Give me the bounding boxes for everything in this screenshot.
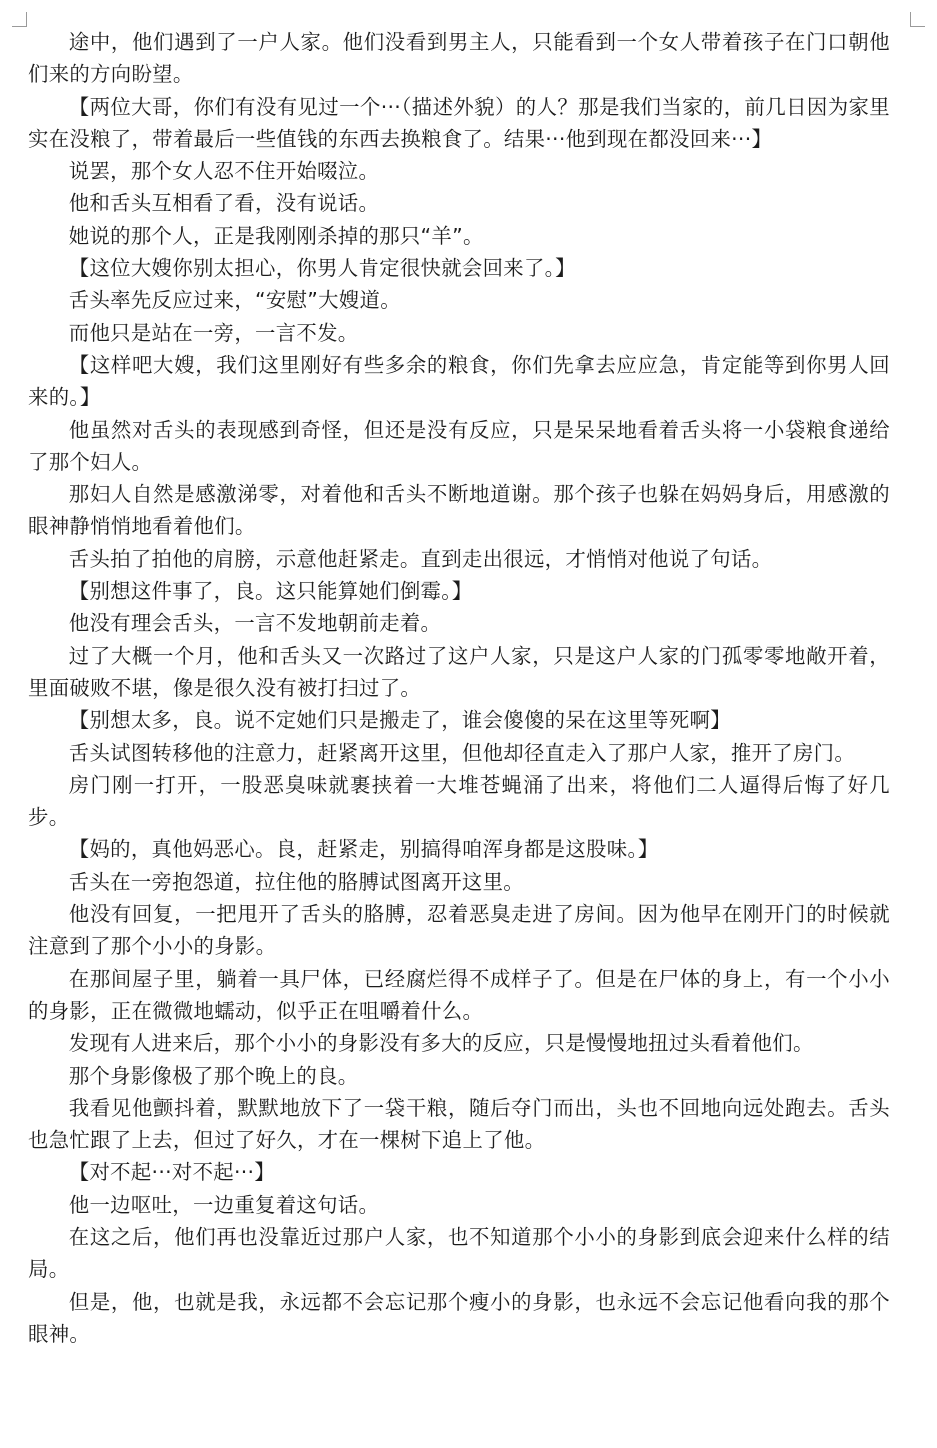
paragraph: 【妈的，真他妈恶心。良，赶紧走，别搞得咱浑身都是这股味。】 [68,837,659,862]
paragraph: 【别想太多，良。说不定她们只是搬走了，谁会傻傻的呆在这里等死啊】 [68,708,731,733]
paragraph: 但是，他，也就是我，永远都不会忘记那个瘦小的身影，也永远不会忘记他看向我的那个眼神。 [28,1289,890,1346]
paragraph: 【这样吧大嫂，我们这里刚好有些多余的粮食，你们先拿去应应急，肯定能等到你男人回来的。】 [28,352,890,410]
paragraph: 他和舌头互相看了看，没有说话。 [68,191,380,216]
paragraph: 我看见他颤抖着，默默地放下了一袋干粮，随后夺门而出，头也不回地向远处跑去。舌头也急忙跟了上去，但过了好久，才在一棵树下追上了他。 [28,1095,890,1153]
paragraph: 她说的那个人，正是我刚刚杀掉的那只“羊”。 [68,223,484,248]
paragraph: 【对不起···对不起···】 [68,1160,276,1185]
paragraph: 在这之后，他们再也没靠近过那户人家，也不知道那个小小的身影到底会迎来什么样的结局。 [28,1224,890,1282]
document-body [28,26,890,1350]
paragraph: 途中，他们遇到了一户人家。他们没看到男主人，只能看到一个女人带着孩子在门口朝他们来的方向盼望。 [28,30,890,87]
paragraph: 舌头试图转移他的注意力，赶紧离开这里，但他却径直走入了那户人家，推开了房门。 [68,740,856,765]
paragraph: 那个身影像极了那个晚上的良。 [68,1063,359,1088]
paragraph: 舌头在一旁抱怨道，拉住他的胳膊试图离开这里。 [68,869,524,894]
paragraph: 过了大概一个月，他和舌头又一次路过了这户人家，只是这户人家的门孤零零地敞开着，里面破败不堪，像是很久没有被打扫过了。 [28,643,890,700]
paragraph: 那妇人自然是感激涕零，对着他和舌头不断地道谢。那个孩子也躲在妈妈身后，用感激的眼神静悄悄地看着他们。 [28,482,890,539]
paragraph: 房门刚一打开，一股恶臭味就裹挟着一大堆苍蝇涌了出来，将他们二人逼得后悔了好几步。 [28,772,890,830]
paragraph: 【这位大嫂你别太担心，你男人肯定很快就会回来了。】 [68,256,576,281]
paragraph: 舌头率先反应过来，“安慰”大嫂道。 [68,288,401,313]
paragraph: 他一边呕吐，一边重复着这句话。 [68,1192,380,1217]
paragraph: 在那间屋子里，躺着一具尸体，已经腐烂得不成样子了。但是在尸体的身上，有一个小小的身影，正在微微地蠕动，似乎正在咀嚼着什么。 [28,966,890,1023]
page-corner-mark-top-left [12,12,27,27]
paragraph: 【两位大哥，你们有没有见过一个···（描述外貌）的人？那是我们当家的，前几日因为家里实在没粮了，带着最后一些值钱的东西去换粮食了。结果···他到现在都没回来···】 [28,94,890,151]
paragraph: 他没有理会舌头，一言不发地朝前走着。 [68,611,442,636]
paragraph: 【别想这件事了，良。这只能算她们倒霉。】 [68,579,473,604]
paragraph: 他虽然对舌头的表现感到奇怪，但还是没有反应，只是呆呆地看着舌头将一小袋粮食递给了那个妇人。 [28,417,890,474]
paragraph: 说罢，那个女人忍不住开始啜泣。 [68,159,380,184]
paragraph: 发现有人进来后，那个小小的身影没有多大的反应，只是慢慢地扭过头看着他们。 [68,1031,814,1056]
page-corner-mark-top-right [910,12,925,27]
paragraph: 舌头拍了拍他的肩膀，示意他赶紧走。直到走出很远，才悄悄对他说了句话。 [68,546,773,571]
paragraph: 他没有回复，一把甩开了舌头的胳膊，忍着恶臭走进了房间。因为他早在刚开门的时候就注意到了那个小小的身影。 [28,902,890,959]
paragraph: 而他只是站在一旁，一言不发。 [68,320,359,345]
